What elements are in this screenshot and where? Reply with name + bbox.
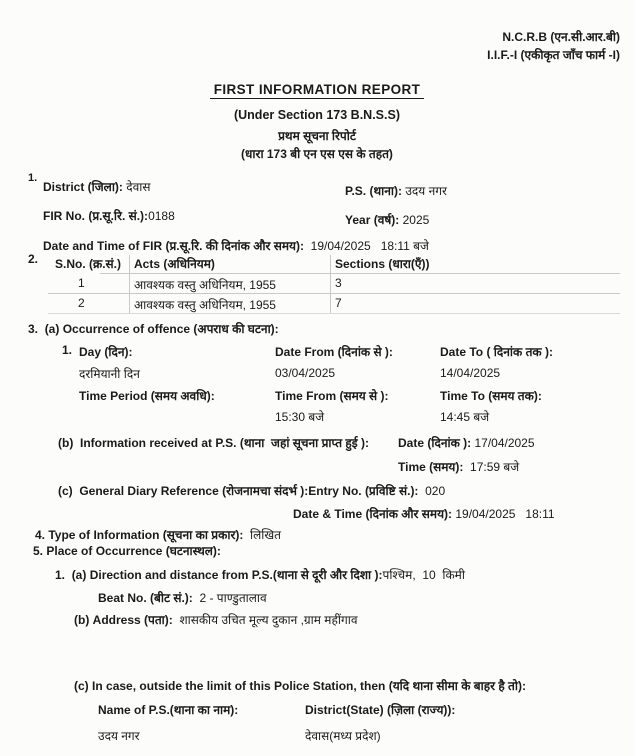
document-title [0, 82, 634, 99]
date-from-label: Date From (दिनांक से ): [275, 345, 393, 359]
time-to-value: 14:45 बजे [440, 410, 490, 424]
address-value: शासकीय उचित मूल्य दुकान ,ग्राम महींगाव [179, 613, 358, 627]
acts-table-header-sno: S.No. (क्र.सं.) [55, 257, 121, 271]
iif-header-line: I.I.F.-I (एकीकृत जाँच फार्म -I) [487, 48, 620, 62]
direction-label: Direction and distance from P.S.(थाना से दूरी और दिशा ): [89, 568, 383, 582]
type-of-information-label: Type of Information (सूचना का प्रकार): [48, 528, 251, 542]
ps-name-value: उदय नगर [98, 729, 140, 743]
info-time-value: 17:59 बजे [470, 460, 520, 474]
acts-table-header-acts: Acts (अधिनियम) [134, 257, 215, 271]
gd-entry-value: 020 [425, 484, 446, 498]
beat-label: Beat No. (बीट सं.): [98, 591, 200, 605]
section5a-marker: (a) [71, 568, 87, 582]
gd-datetime-value: 19/04/2025 18:11 [455, 507, 555, 521]
info-date-field [398, 434, 535, 451]
acts-table-header-sections: Sections (धारा(एँ)) [335, 257, 430, 271]
acts-table-row2-section: 7 [335, 296, 342, 310]
beat-row [98, 589, 267, 606]
table-grid-line [100, 273, 620, 274]
gd-datetime-label: Date & Time (दिनांक और समय): [293, 507, 456, 521]
section5-number: 5. [33, 544, 44, 558]
time-from-label: Time From (समय से ): [275, 389, 389, 403]
district-value: देवास [126, 180, 151, 194]
occurrence-row1-num: 1. [62, 343, 73, 357]
info-date-value: 17/04/2025 [474, 436, 535, 450]
time-period-label: Time Period (समय अवधि): [79, 389, 215, 403]
section3c-row [58, 482, 445, 499]
acts-table-row1-sno: 1 [78, 276, 85, 290]
section3c-marker: (c) [58, 484, 73, 498]
section4-number: 4. [35, 528, 46, 542]
section3a-marker: (a) [44, 322, 60, 336]
time-from-value: 15:30 बजे [275, 410, 325, 424]
section2-number: 2. [28, 252, 39, 266]
fir-datetime-label: Date and Time of FIR (प्र.सू.रि. की दिनांक और समय): [43, 239, 311, 253]
section5b-marker: (b) [74, 613, 90, 627]
address-row [74, 611, 358, 628]
ncrb-header-line: N.C.R.B (एन.सी.आर.बी) [502, 30, 620, 44]
table-grid-line [330, 255, 331, 313]
section3-heading [28, 320, 279, 337]
table-grid-line [48, 313, 620, 314]
time-to-label: Time To (समय तक): [440, 389, 542, 403]
day-value: दरमियानी दिन [79, 367, 140, 381]
table-grid-line [48, 293, 620, 294]
year-value: 2025 [402, 213, 430, 227]
fir-no-value: 0188 [148, 209, 175, 223]
section5-heading [33, 542, 221, 559]
year-field [345, 211, 429, 228]
acts-table-row1-section: 3 [335, 276, 342, 290]
date-from-value: 03/04/2025 [275, 366, 336, 380]
direction-value: पश्चिम, 10 किमी [382, 568, 465, 582]
document-subtitle-hi2: (धारा 173 बी एन एस एस के तहत) [241, 147, 393, 161]
district-state-label: District(State) (ज़िला (राज्य)): [305, 703, 456, 717]
district-label: District (जिला): [43, 180, 127, 194]
section3b-marker: (b) [58, 436, 74, 450]
document-title-text: FIRST INFORMATION REPORT [210, 82, 425, 99]
place-of-occurrence-label: Place of Occurrence (घटनास्थल): [46, 544, 221, 558]
direction-row [55, 566, 465, 583]
date-to-label: Date To ( दिनांक तक ): [440, 345, 553, 359]
address-label: Address (पता): [92, 613, 180, 627]
ps-name-label: Name of P.S.(थाना का नाम): [98, 703, 239, 717]
table-grid-line [129, 255, 130, 313]
acts-table-row1-act: आवश्यक वस्तु अधिनियम, 1955 [134, 278, 276, 292]
gd-reference-label: General Diary Reference (रोजनामचा संदर्भ ): [79, 484, 309, 498]
ps-label: P.S. (थाना): [345, 184, 406, 198]
info-received-label: Information received at P.S. (थाना जहां सूचना प्राप्त हुई ): [80, 436, 369, 450]
fir-datetime-value: 19/04/2025 18:11 बजे [310, 239, 429, 253]
district-field [43, 178, 151, 195]
type-of-information-value: लिखित [250, 528, 282, 542]
document-subtitle-hi1: प्रथम सूचना रिपोर्ट [278, 129, 356, 143]
section5c-marker: (c) [74, 679, 89, 693]
info-date-label: Date (दिनांक ): [398, 436, 475, 450]
occurrence-label: Occurrence of offence (अपराध की घटना): [62, 322, 279, 336]
day-label: Day (दिन): [79, 345, 133, 359]
outside-limit-row [74, 677, 526, 694]
ps-value: उदय नगर [405, 184, 447, 198]
info-time-label: Time (समय): [398, 460, 471, 474]
outside-limit-label: In case, outside the limit of this Police Station, then (यदि थाना सीमा के बाहर है तो): [92, 679, 526, 693]
date-to-value: 14/04/2025 [440, 366, 501, 380]
gd-datetime-field [293, 505, 555, 522]
acts-table-row2-sno: 2 [78, 296, 85, 310]
gd-entry-label: Entry No. (प्रविष्टि सं.): [308, 484, 426, 498]
document-subtitle-en: (Under Section 173 B.N.S.S) [233, 108, 400, 122]
section4-row [35, 526, 281, 543]
section3b-row [58, 434, 369, 451]
info-time-field [398, 458, 519, 475]
beat-value: 2 - पाण्डुतालाव [199, 591, 267, 605]
acts-table-row2-act: आवश्यक वस्तु अधिनियम, 1955 [134, 298, 276, 312]
fir-no-label: FIR No. (प्र.सू.रि. सं.): [43, 209, 149, 223]
district-state-value: देवास(मध्य प्रदेश) [305, 729, 381, 743]
ps-field [345, 182, 447, 199]
section1-number: 1. [28, 172, 38, 184]
fir-datetime-field [43, 237, 429, 254]
section3-number: 3. [28, 322, 39, 336]
year-label: Year (वर्ष): [345, 213, 403, 227]
section5-item1-number: 1. [55, 568, 66, 582]
fir-no-field [43, 207, 175, 224]
